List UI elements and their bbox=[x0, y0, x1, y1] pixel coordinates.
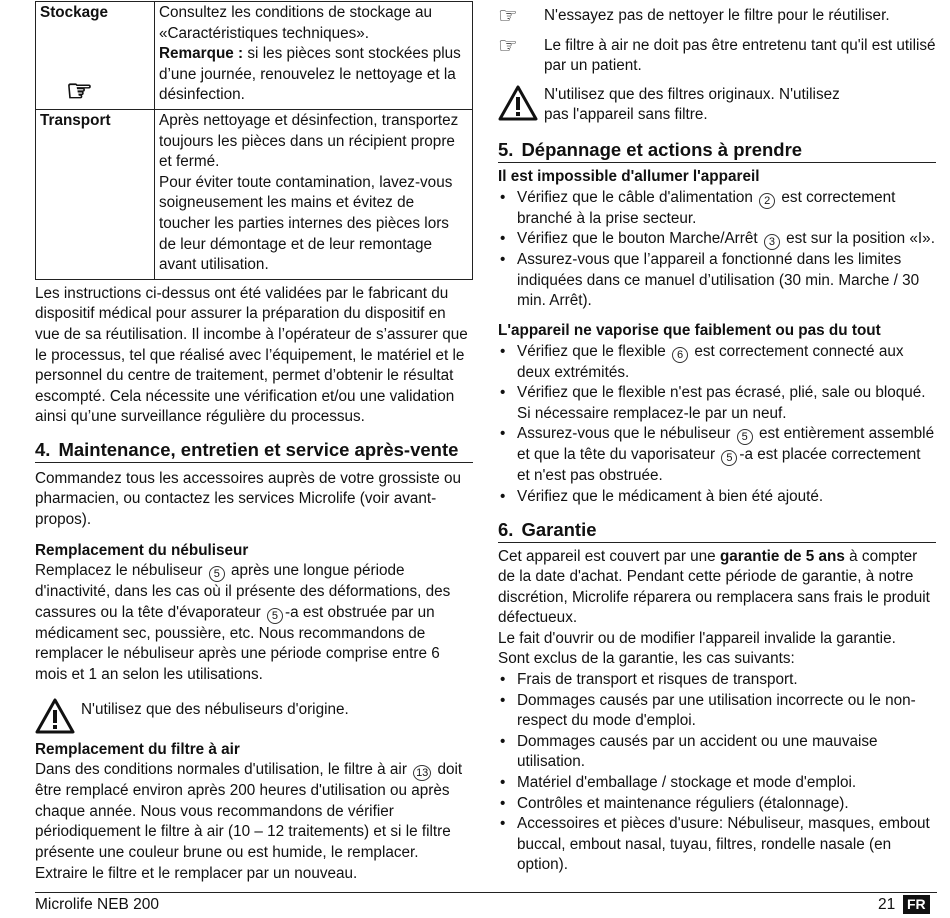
list-item: • Matériel d'emballage / stockage et mode d'emploi. bbox=[498, 773, 936, 794]
table-row bbox=[36, 2, 473, 110]
warranty-exclusions-list bbox=[498, 670, 936, 876]
section-title: Garantie bbox=[521, 518, 597, 540]
accessories-paragraph: Commandez tous les accessoires auprès de votre grossiste ou pharmacien, ou contactez les services Microlife (voir avant-propos). bbox=[35, 469, 461, 529]
filter-note-2 bbox=[498, 32, 936, 77]
pointing-hand-icon: ☞ bbox=[498, 32, 518, 58]
section-6-heading bbox=[498, 518, 936, 543]
text-run: doit être remplacé environ après 200 heures d'utilisation ou après chaque année. Nous vous recommandons de vérifier périodiquement le filtre à air (10 – 12 traitements) et si le filtre présente une couleur brune ou est humide, le remplacer. Extraire le filtre et le remplacer par un nouveau. bbox=[35, 761, 463, 882]
spray-checklist bbox=[498, 342, 936, 508]
part-number-badge: 5 bbox=[209, 566, 225, 582]
section-title: Maintenance, entretien et service après-vente bbox=[58, 438, 459, 460]
remark-label: Remarque : bbox=[159, 45, 244, 63]
section-number: 4. bbox=[35, 438, 51, 460]
note-text: Le filtre à air ne doit pas être entretenu tant qu'il est utilisé par un patient. bbox=[544, 36, 936, 75]
power-checklist bbox=[498, 188, 936, 312]
text-run: est entièrement assemblé et que la tête du vaporisateur bbox=[517, 425, 935, 464]
section-5-heading bbox=[498, 138, 936, 163]
warranty-duration: garantie de 5 ans bbox=[719, 547, 845, 565]
list-item bbox=[498, 342, 936, 384]
warranty-void-text: Le fait d'ouvrir ou de modifier l'appareil invalide la garantie. bbox=[498, 629, 896, 647]
filter-note-1 bbox=[498, 3, 936, 28]
row-value-cell bbox=[155, 2, 473, 110]
row-label: Stockage bbox=[40, 4, 109, 21]
left-column bbox=[35, 0, 473, 884]
page-number: 21 bbox=[878, 896, 896, 913]
list-item: • Accessoires et pièces d'usure: Nébuliseur, masques, embout buccal, embout nasal, tuyau, filtres, rondelle nasale (en option). bbox=[498, 814, 936, 876]
row-label-cell bbox=[36, 2, 155, 110]
power-problem-heading: Il est impossible d'allumer l'appareil bbox=[498, 167, 760, 185]
list-item: • Vérifiez que le médicament à bien été ajouté. bbox=[498, 487, 936, 508]
text-run: Vérifiez que le câble d'alimentation bbox=[517, 188, 753, 206]
text-run: est correctement connecté aux deux extrémités. bbox=[517, 342, 904, 381]
nebulizer-warning bbox=[35, 698, 473, 734]
part-number-badge: 13 bbox=[413, 765, 431, 781]
list-item bbox=[498, 229, 936, 250]
air-filter-replacement-heading: Remplacement du filtre à air bbox=[35, 740, 240, 758]
list-item: • Contrôles et maintenance réguliers (étalonnage). bbox=[498, 794, 936, 815]
text-run: Cet appareil est couvert par une bbox=[498, 547, 720, 565]
list-item: • Dommages causés par une utilisation incorrecte ou le non-respect du mode d'emploi. bbox=[498, 691, 936, 732]
text-run: -a est obstruée par un médicament sec, poussière, etc. Nous recommandons de remplacer le nébuliseur après une période comprise entre 6 mois et 1 an selon les utilisations. bbox=[35, 603, 440, 684]
nebulizer-replacement-text bbox=[35, 561, 473, 685]
row-label-cell bbox=[36, 109, 155, 279]
section-title: Dépannage et actions à prendre bbox=[521, 138, 803, 160]
warning-text: N'utilisez que des filtres originaux. N'utilisez pas l'appareil sans filtre. bbox=[544, 85, 840, 124]
text-run: après une longue période d'inactivité, dans les cas où il présente des déformations, des cassures ou la tête d'évaporateur bbox=[35, 562, 451, 621]
note-text: N'essayez pas de nettoyer le filtre pour le réutiliser. bbox=[544, 7, 890, 24]
row-text: Après nettoyage et désinfection, transportez toujours les pièces dans un récipient propre et fermé. bbox=[159, 111, 459, 171]
validation-paragraph: Les instructions ci-dessus ont été validées par le fabricant du dispositif médical pour assurer la préparation du dispositif en vue de sa réutilisation. Il incombe à l’opérateur de s’assurer que le processus, tel que réalisé avec l’équipement, le matériel et le personnel du centre de traitement, permet d’obtenir le résultat escompté. Cela nécessite une vérification et/ou une validation ainsi qu’une surveillance régulière du processus. bbox=[35, 284, 468, 426]
warning-triangle-icon bbox=[35, 698, 75, 734]
row-text: Pour éviter toute contamination, lavez-vous soigneusement les mains et évitez de toucher les parties internes des pièces lors de leur démontage et de leur remontage avant utilisation. bbox=[159, 173, 453, 274]
footer-product-name: Microlife NEB 200 bbox=[35, 896, 160, 913]
row-value-cell bbox=[155, 109, 473, 279]
list-item bbox=[498, 424, 936, 487]
text-run: Vérifiez que le bouton Marche/Arrêt bbox=[517, 230, 758, 248]
spray-problem-heading: L'appareil ne vaporise que faiblement ou pas du tout bbox=[498, 321, 881, 339]
pointing-hand-icon: ☞ bbox=[66, 74, 93, 108]
text-run: est sur la position «I». bbox=[786, 230, 935, 248]
row-text bbox=[159, 44, 468, 106]
filter-warning bbox=[498, 85, 936, 126]
nebulizer-replacement-heading: Remplacement du nébuliseur bbox=[35, 541, 249, 559]
text-run: Assurez-vous que le nébuliseur bbox=[517, 425, 731, 443]
air-filter-replacement-text bbox=[35, 760, 473, 884]
list-item: • Assurez-vous que l’appareil a fonctionné dans les limites indiquées dans ce manuel d’utilisation (30 min. Marche / 30 min. Arrêt). bbox=[498, 250, 936, 312]
part-number-badge: 5 bbox=[737, 429, 753, 445]
part-number-badge: 5 bbox=[721, 450, 737, 466]
part-number-badge: 3 bbox=[764, 234, 780, 250]
table-row bbox=[36, 109, 473, 279]
section-number: 6. bbox=[498, 518, 514, 540]
warning-text: N'utilisez que des nébuliseurs d'origine. bbox=[81, 700, 349, 718]
storage-transport-table bbox=[35, 1, 473, 280]
row-label: Transport bbox=[40, 111, 111, 129]
section-number: 5. bbox=[498, 138, 514, 160]
language-badge: FR bbox=[903, 895, 930, 914]
warning-triangle-icon bbox=[498, 85, 538, 121]
text-run: -a est placée correctement et n'est pas obstruée. bbox=[517, 446, 921, 485]
remark-text: si les pièces sont stockées plus d’une journée, renouvelez le nettoyage et la désinfection. bbox=[159, 45, 461, 104]
warranty-exclusions-intro: Sont exclus de la garantie, les cas suivants: bbox=[498, 650, 795, 668]
text-run: Vérifiez que le flexible bbox=[517, 342, 666, 360]
text-run: Dans des conditions normales d'utilisation, le filtre à air bbox=[35, 761, 407, 779]
list-item: • Vérifiez que le flexible n'est pas écrasé, plié, sale ou bloqué. Si nécessaire remplacez-le par un neuf. bbox=[498, 383, 936, 424]
footer-divider bbox=[35, 892, 937, 893]
list-item: • Frais de transport et risques de transport. bbox=[498, 670, 936, 691]
right-column bbox=[498, 0, 936, 876]
warranty-paragraph bbox=[498, 547, 936, 629]
row-text: Consultez les conditions de stockage au «Caractéristiques techniques». bbox=[159, 4, 432, 42]
part-number-badge: 5 bbox=[267, 608, 283, 624]
text-run: est correctement branché à la prise secteur. bbox=[517, 188, 896, 227]
part-number-badge: 2 bbox=[759, 193, 775, 209]
pointing-hand-icon: ☞ bbox=[498, 3, 518, 28]
part-number-badge: 6 bbox=[672, 347, 688, 363]
text-run: à compter de la date d'achat. Pendant cette période de garantie, à notre discrétion, Microlife réparera ou remplacera sans frais le produit défectueux. bbox=[498, 547, 930, 627]
list-item bbox=[498, 188, 936, 230]
text-run: Remplacez le nébuliseur bbox=[35, 562, 203, 580]
section-4-heading bbox=[35, 438, 473, 463]
list-item: • Dommages causés par un accident ou une mauvaise utilisation. bbox=[498, 732, 936, 773]
